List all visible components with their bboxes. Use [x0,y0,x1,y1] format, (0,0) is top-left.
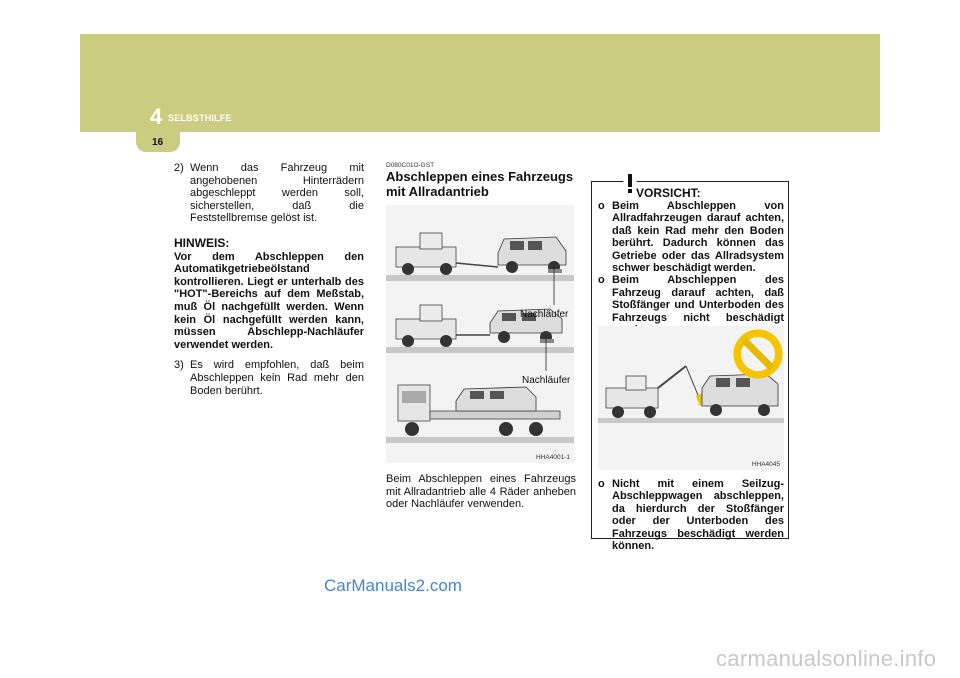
caution-figure-code: HHA4045 [751,461,780,468]
tow-scene-1 [386,233,574,305]
caution-figure [598,326,784,470]
bullet: o [598,478,605,490]
list-text: Es wird empfohlen, daß beim Abschleppen kein Rad mehr den Boden berührt. [190,359,364,397]
list-number: 2) [174,162,184,174]
list-number: 3) [174,359,184,372]
prohibition-icon [734,330,782,378]
list-item-2 [174,162,364,225]
figure-code: HHA4001-1 [536,454,570,461]
caution-item-3 [598,478,784,552]
section-title: Abschleppen eines Fahrzeugs mit Allradantrieb [386,169,574,199]
section-body: Beim Abschleppen eines Fahrzeugs mit Allradantrieb alle 4 Räder anheben oder Nachläufer verwenden. [386,473,576,511]
watermark-carmanuals2[interactable]: CarManuals2.com [324,576,462,595]
column-left [174,162,364,409]
sling-tow-illustration [598,326,784,470]
towing-illustration [386,205,574,463]
caution-text: Nicht mit einem Seilzug-Abschleppwagen abschleppen, da hierdurch der Stoßfänger oder der Unterboden des Fahrzeugs beschädigt werden können. [612,478,784,553]
column-middle [386,162,576,511]
chapter-title: SELBSTHILFE [168,113,232,123]
section-code: D080C01O-GST [386,162,435,169]
caution-list [598,200,784,336]
caution-text: Beim Abschleppen von Allradfahrzeugen darauf achten, daß kein Rad mehr den Boden berührt. Dadurch können das Getriebe oder das Allradsystem schwer beschädigt werden. [612,200,784,275]
figure-label-dolly-2: Nachläufer [522,375,571,386]
caution-title: VORSICHT: [636,186,701,200]
bullet: o [598,274,605,287]
page-number: 16 [152,137,164,148]
caution-item-1 [598,200,784,274]
towing-figure [386,205,574,463]
note-body: Vor dem Abschleppen den Automatikgetriebeölstand kontrollieren. Liegt er unterhalb des "HOT"-Bereichs auf dem Meßstab, muß Öl nachgefüllt werden. Wenn kein Öl nachgefüllt werden kann, müssen Abschlepp-Nachläufer verwendet werden. [174,250,364,351]
note-heading: HINWEIS: [174,235,230,250]
figure-label-dolly-1: Nachläufer [520,309,569,320]
chapter-number: 4 [150,104,163,129]
list-item-3 [174,359,364,397]
bullet: o [598,200,605,212]
tow-scene-3 [386,385,574,443]
list-text: Wenn das Fahrzeug mit angehobenen Hinterrädern abgeschleppt werden soll, sicherstellen, daß die Feststellbremse gelöst ist. [190,162,364,225]
caution-text: Beim Abschleppen des Fahrzeug darauf achten, daß Stoßfänger und Unterboden des Fahrzeugs nicht beschädigt [612,274,784,324]
watermark-carmanualsonline: carmanualsonline.info [716,646,937,671]
